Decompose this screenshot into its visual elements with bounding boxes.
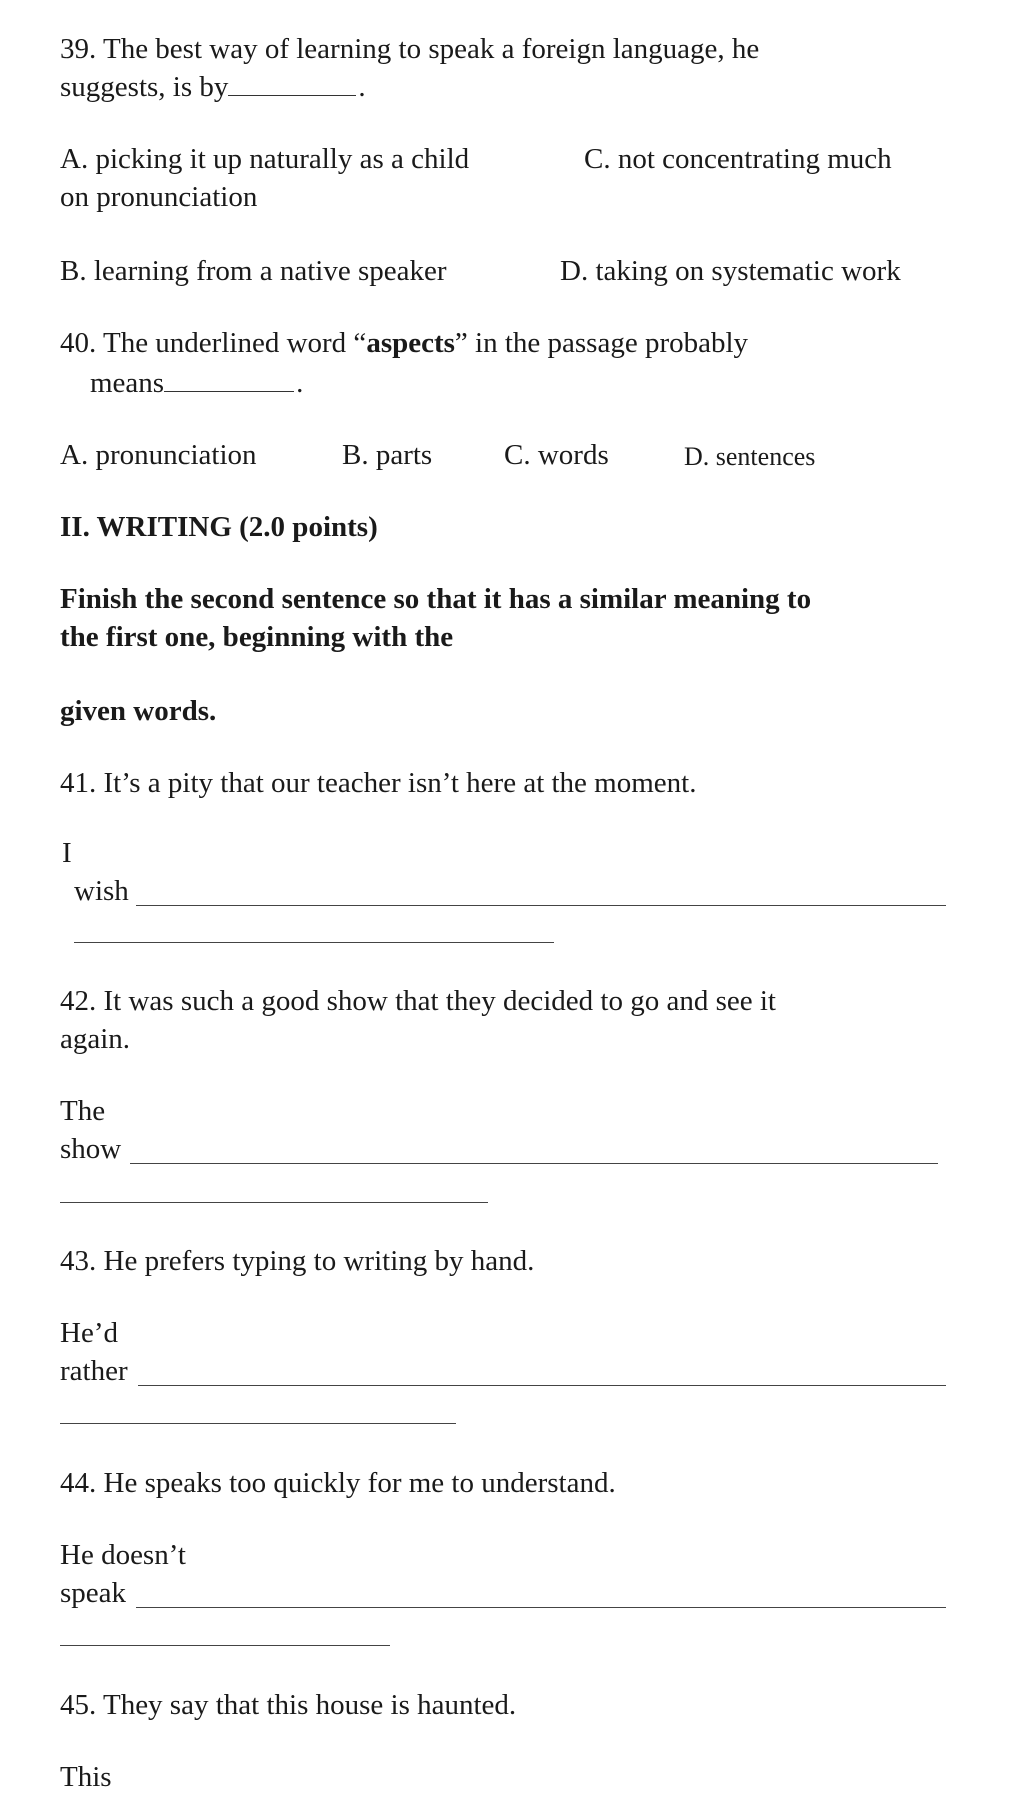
writing-heading: II. WRITING (2.0 points) <box>60 511 378 543</box>
q45-start-word1: This <box>60 1761 112 1793</box>
q39-option-a[interactable]: A. picking it up naturally as a child <box>60 143 470 175</box>
q43-start-word2: rather <box>60 1355 128 1387</box>
q43-answer-line[interactable] <box>138 1385 946 1386</box>
q42-answer-line-2[interactable] <box>60 1202 488 1203</box>
q39-stem-line2: suggests, is by . <box>60 71 366 103</box>
q40-stem-pre: 40. The underlined word “ <box>60 327 367 359</box>
q41-answer-line-2[interactable] <box>74 942 554 943</box>
q41-sentence: 41. It’s a pity that our teacher isn’t here at the moment. <box>60 767 697 799</box>
q39-answer-blank[interactable] <box>228 69 356 96</box>
q39-option-b[interactable]: B. learning from a native speaker <box>60 255 447 287</box>
q41-start-word2: wish <box>74 875 129 907</box>
q42-answer-line[interactable] <box>130 1163 938 1164</box>
q40-stem-post: ” in the passage probably <box>454 327 749 359</box>
writing-instruction-line3: given words. <box>60 695 217 727</box>
q45-sentence: 45. They say that this house is haunted. <box>60 1689 517 1721</box>
q40-option-c[interactable]: C. words <box>504 439 609 471</box>
q44-answer-line-2[interactable] <box>60 1645 390 1646</box>
q41-answer-line[interactable] <box>136 905 946 906</box>
q43-start-word1: He’d <box>60 1317 118 1349</box>
q40-keyword: aspects <box>366 327 455 359</box>
q39-option-d[interactable]: D. taking on systematic work <box>560 255 901 287</box>
q42-start-word2: show <box>60 1133 122 1165</box>
q39-option-c-continued: on pronunciation <box>60 181 258 213</box>
q40-option-a[interactable]: A. pronunciation <box>60 439 257 471</box>
q39-stem-line1: 39. The best way of learning to speak a foreign language, he <box>60 33 760 65</box>
q40-stem-line2: means . <box>90 367 304 399</box>
writing-instruction-line1: Finish the second sentence so that it has a similar meaning to <box>60 583 812 615</box>
q42-sentence-line1: 42. It was such a good show that they decided to go and see it <box>60 985 776 1017</box>
q42-sentence-line2: again. <box>60 1023 131 1055</box>
q40-answer-blank[interactable] <box>164 365 294 392</box>
q40-stem-line1 <box>60 324 748 363</box>
q43-answer-line-2[interactable] <box>60 1423 456 1424</box>
q44-answer-line[interactable] <box>136 1607 946 1608</box>
q44-start-word1: He doesn’t <box>60 1539 186 1571</box>
q40-option-b[interactable]: B. parts <box>342 439 433 471</box>
q43-sentence: 43. He prefers typing to writing by hand. <box>60 1245 535 1277</box>
q41-start-word1: I <box>62 837 72 869</box>
writing-instruction-line2: the first one, beginning with the <box>60 621 454 653</box>
q44-sentence: 44. He speaks too quickly for me to understand. <box>60 1467 616 1499</box>
q40-option-d[interactable]: D. sentences <box>684 442 816 471</box>
q42-start-word1: The <box>60 1095 106 1127</box>
q44-start-word2: speak <box>60 1577 127 1609</box>
q39-stem-text: suggests, is by <box>60 71 229 103</box>
q39-option-c[interactable]: C. not concentrating much <box>584 143 892 175</box>
q40-stem-means: means <box>90 367 165 399</box>
